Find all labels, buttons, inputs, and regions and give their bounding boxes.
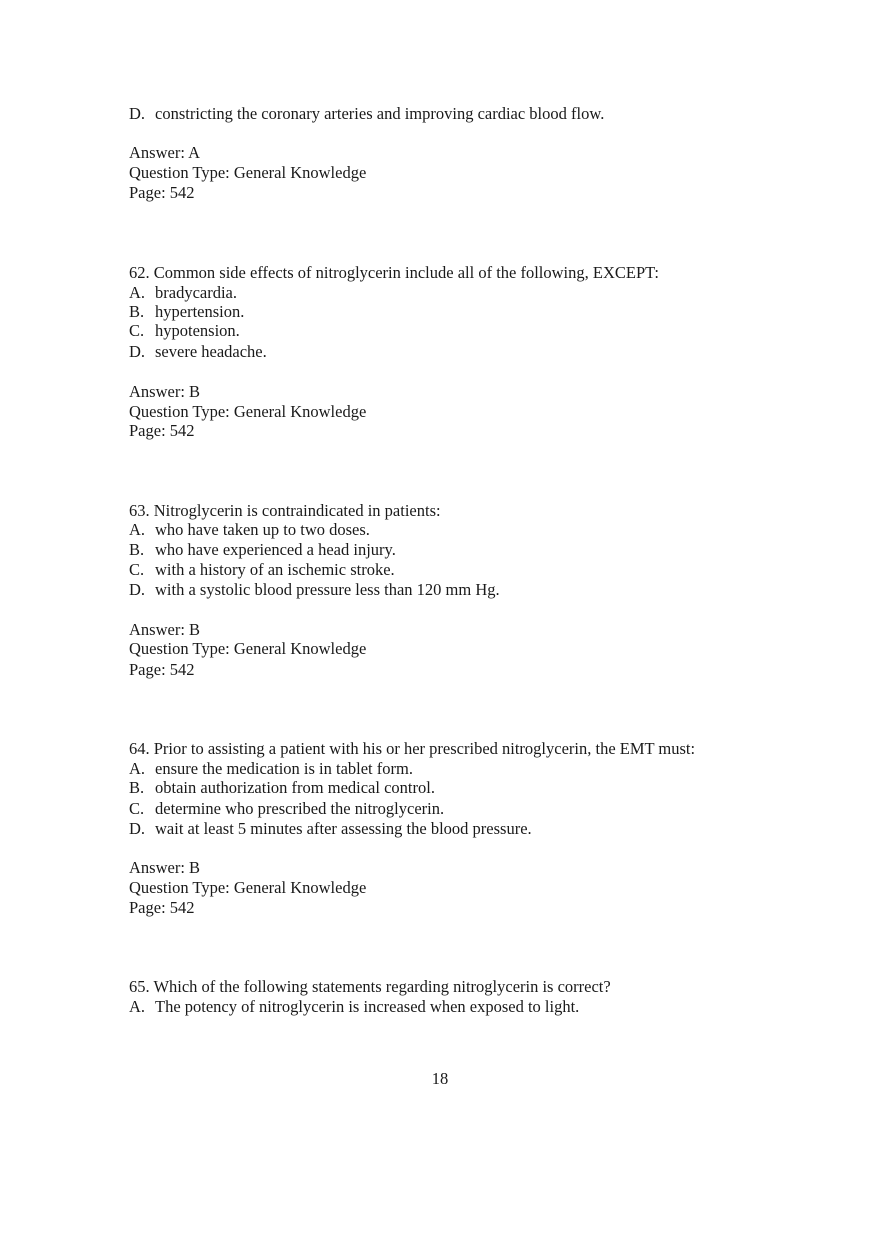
option-text: who have taken up to two doses. <box>155 520 370 539</box>
option-letter: C. <box>129 560 145 579</box>
q61-option-d <box>129 104 604 124</box>
option-letter: A. <box>129 283 146 302</box>
option-text: wait at least 5 minutes after assessing the blood pressure. <box>155 819 532 838</box>
option-letter: B. <box>129 778 145 797</box>
option-letter: A. <box>129 520 146 539</box>
q65-option-a <box>129 997 579 1017</box>
option-text: constricting the coronary arteries and improving cardiac blood flow. <box>155 104 605 123</box>
option-letter: B. <box>129 540 145 559</box>
q62-option-b <box>129 302 244 322</box>
q64-question-type: Question Type: General Knowledge <box>129 878 367 897</box>
option-text: obtain authorization from medical control. <box>155 778 435 797</box>
option-letter: D. <box>129 104 146 123</box>
option-text: bradycardia. <box>155 283 237 302</box>
q62-page-ref: Page: 542 <box>129 421 195 440</box>
option-letter: A. <box>129 759 146 778</box>
q62-question-type: Question Type: General Knowledge <box>129 402 367 421</box>
option-text: hypotension. <box>155 321 240 340</box>
q62-stem: 62. Common side effects of nitroglycerin include all of the following, EXCEPT: <box>129 263 659 282</box>
q63-answer: Answer: B <box>129 620 201 639</box>
option-text: ensure the medication is in tablet form. <box>155 759 413 778</box>
option-text: The potency of nitroglycerin is increased when exposed to light. <box>155 997 580 1016</box>
q64-option-b <box>129 778 435 798</box>
page-number: 18 <box>431 1069 449 1088</box>
q64-stem: 64. Prior to assisting a patient with his or her prescribed nitroglycerin, the EMT must: <box>129 739 696 758</box>
q62-option-a <box>129 283 237 303</box>
q62-answer: Answer: B <box>129 382 201 401</box>
q65-stem: 65. Which of the following statements regarding nitroglycerin is correct? <box>129 977 611 996</box>
option-text: severe headache. <box>155 342 267 361</box>
q61-page-ref: Page: 542 <box>129 183 195 202</box>
q64-page-ref: Page: 542 <box>129 898 195 917</box>
option-letter: C. <box>129 799 145 818</box>
q62-option-d <box>129 342 267 362</box>
q63-option-d <box>129 580 500 600</box>
option-letter: D. <box>129 342 146 361</box>
option-text: with a history of an ischemic stroke. <box>155 560 395 579</box>
option-text: hypertension. <box>155 302 245 321</box>
option-text: who have experienced a head injury. <box>155 540 396 559</box>
q63-page-ref: Page: 542 <box>129 660 195 679</box>
option-letter: A. <box>129 997 146 1016</box>
option-letter: C. <box>129 321 145 340</box>
option-letter: B. <box>129 302 145 321</box>
option-letter: D. <box>129 580 146 599</box>
option-text: determine who prescribed the nitroglycerin. <box>155 799 445 818</box>
q63-question-type: Question Type: General Knowledge <box>129 639 367 658</box>
q61-question-type: Question Type: General Knowledge <box>129 163 367 182</box>
q64-answer: Answer: B <box>129 858 201 877</box>
q63-option-c <box>129 560 395 580</box>
q63-stem: 63. Nitroglycerin is contraindicated in patients: <box>129 501 441 520</box>
option-letter: D. <box>129 819 146 838</box>
q62-option-c <box>129 321 240 341</box>
q63-option-b <box>129 540 396 560</box>
q63-option-a <box>129 520 370 540</box>
q64-option-d <box>129 819 532 839</box>
option-text: with a systolic blood pressure less than 120 mm Hg. <box>155 580 500 599</box>
q64-option-c <box>129 799 444 819</box>
q61-answer: Answer: A <box>129 143 201 162</box>
q64-option-a <box>129 759 413 779</box>
